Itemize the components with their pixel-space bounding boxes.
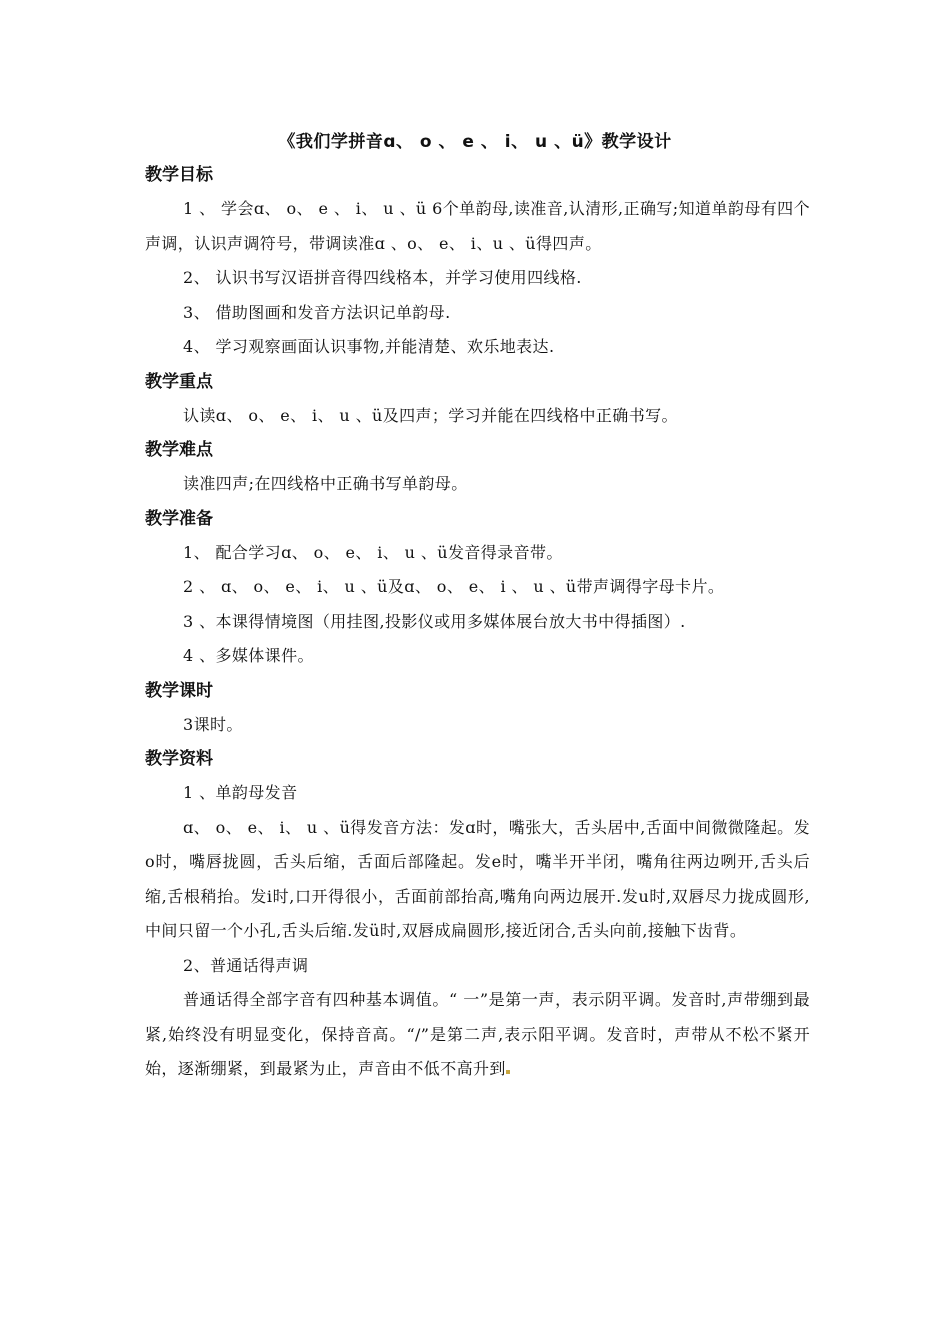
difficulties-text: 读准四声;在四线格中正确书写单韵母。 xyxy=(183,474,468,493)
materials-subtitle-1: 1 、单韵母发音 xyxy=(183,783,298,802)
document-body xyxy=(145,158,810,1087)
materials-subtitle-2: 2、普通话得声调 xyxy=(183,955,309,975)
heading-difficulties: 教学难点 xyxy=(145,440,213,460)
heading-materials: 教学资料 xyxy=(145,749,213,769)
materials-paragraph-1: ɑ、 o、 e、 i、 u 、ü得发音方法：发ɑ时，嘴张大，舌头居中,舌面中间微微隆起。发o时，嘴唇拢圆，舌头后缩，舌面后部隆起。发e时，嘴半开半闭，嘴角往两边咧开,舌头后缩,舌根稍抬。发i时,口开得很小，舌面前部抬高,嘴角向两边展开.发u时,双唇尽力拢成圆形,中间只留一个小孔,舌头后缩.发ü时,双唇成扁圆形,接近闭合,舌头向前,接触下齿背。 xyxy=(145,817,810,940)
goal-item-2: 2、 认识书写汉语拼音得四线格本，并学习使用四线格. xyxy=(183,268,582,287)
preparation-item-2: 2 、 ɑ、 o、 e、 i、 u 、ü及ɑ、 o、 e、 i 、 u 、ü带声调得字母卡片。 xyxy=(183,577,725,596)
goal-item-4: 4、 学习观察画面认识事物,并能清楚、欢乐地表达. xyxy=(183,337,555,356)
goal-item-3: 3、 借助图画和发音方法识记单韵母. xyxy=(183,302,451,322)
materials-paragraph-2-text: 普通话得全部字音有四种基本调值。“ 一”是第一声，表示阴平调。发音时,声带绷到最紧,始终没有明显变化，保持音高。“/”是第二声,表示阳平调。发音时，声带从不松不紧开始，逐渐绷紧，到最紧为止，声音由不低不高升到 xyxy=(145,990,810,1078)
key-points-text: 认读ɑ、 o、 e、 i、 u 、ü及四声；学习并能在四线格中正确书写。 xyxy=(183,405,678,425)
goal-item-1: 1 、 学会ɑ、 o、 e 、 i、 u 、ü 6个单韵母,读准音,认清形,正确写;知道单韵母有四个声调，认识声调符号，带调读准ɑ 、o、 e、 i、u 、ü得四声。 xyxy=(145,199,810,253)
heading-key-points: 教学重点 xyxy=(145,371,213,392)
heading-goals: 教学目标 xyxy=(145,165,213,185)
preparation-item-1: 1、 配合学习ɑ、 o、 e、 i、 u 、ü发音得录音带。 xyxy=(183,542,563,562)
heading-preparation: 教学准备 xyxy=(145,508,213,529)
materials-paragraph-2 xyxy=(145,983,810,1087)
edit-mark xyxy=(506,1070,510,1074)
hours-text: 3课时。 xyxy=(183,714,243,734)
document-title: 《我们学拼音ɑ、 o 、 e 、 i、 u 、ü》教学设计 xyxy=(278,132,672,152)
preparation-item-3: 3 、本课得情境图（用挂图,投影仪或用多媒体展台放大书中得插图）. xyxy=(183,611,686,631)
heading-hours: 教学课时 xyxy=(145,680,213,701)
preparation-item-4: 4 、多媒体课件。 xyxy=(183,646,314,665)
